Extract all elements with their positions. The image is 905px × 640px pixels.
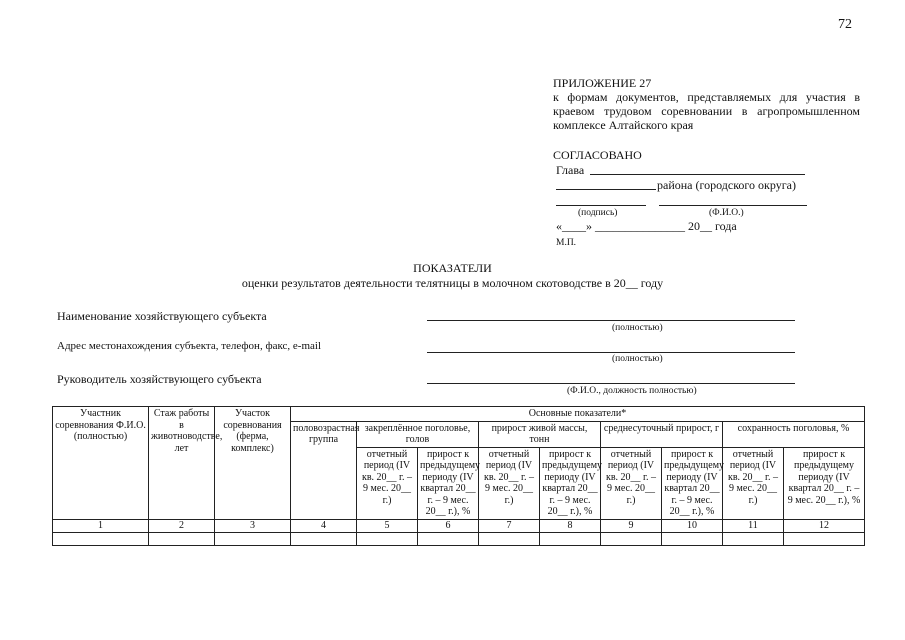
column-number: 10 <box>662 519 723 532</box>
document-subtitle: оценки результатов деятельности телятницы в молочном скотоводстве в 20__ году <box>241 276 664 290</box>
header-daily-gain: среднесуточный прирост, г <box>601 421 723 447</box>
table-cell[interactable] <box>662 532 723 545</box>
column-number: 12 <box>784 519 865 532</box>
header-period: отчетный период (IV кв. 20__ г. – 9 мес. 20__ г.) <box>723 447 784 519</box>
table-cell[interactable] <box>418 532 479 545</box>
field-label-entity: Наименование хозяйствующего субъекта <box>57 309 267 323</box>
header-main-indicators: Основные показатели* <box>291 407 865 422</box>
header-row-1 <box>53 407 865 422</box>
district-label: района (городского округа) <box>657 178 796 192</box>
field-label-address: Адрес местонахождения субъекта, телефон, факс, e-mail <box>57 340 322 352</box>
header-period: отчетный период (IV кв. 20__ г. – 9 мес. 20__ г.) <box>357 447 418 519</box>
column-number: 7 <box>479 519 540 532</box>
head-label: Глава <box>556 163 585 177</box>
table-cell[interactable] <box>784 532 865 545</box>
header-group: половозрастная группа <box>291 421 357 519</box>
indicators-table <box>52 406 865 546</box>
appendix-block <box>553 76 860 132</box>
column-number: 8 <box>540 519 601 532</box>
header-period: отчетный период (IV кв. 20__ г. – 9 мес. 20__ г.) <box>479 447 540 519</box>
head-name-line[interactable] <box>590 174 805 175</box>
column-numbers-row <box>53 519 865 532</box>
header-experience: Стаж работы в животноводстве, лет <box>149 407 215 520</box>
fio-line[interactable] <box>659 205 807 206</box>
header-growth: прирост к предыдущему периоду (IV квартал 20__ г. – 9 мес. 20__ г.), % <box>662 447 723 519</box>
table-cell[interactable] <box>149 532 215 545</box>
table-cell[interactable] <box>53 532 149 545</box>
column-number: 11 <box>723 519 784 532</box>
fio-hint: (Ф.И.О.) <box>709 208 744 218</box>
column-number: 4 <box>291 519 357 532</box>
header-growth: прирост к предыдущему периоду (IV квартал 20__ г. – 9 мес. 20__ г.), % <box>418 447 479 519</box>
header-growth: прирост к предыдущему периоду (IV квартал 20__ г. – 9 мес. 20__ г.), % <box>784 447 865 519</box>
table-cell[interactable] <box>357 532 418 545</box>
page-number: 72 <box>838 17 852 32</box>
column-number: 1 <box>53 519 149 532</box>
header-livestock: закреплённое поголовье, голов <box>357 421 479 447</box>
header-site: Участок соревнования (ферма, комплекс) <box>215 407 291 520</box>
approval-date: «____» _______________ 20__ года <box>556 219 737 233</box>
signature-line[interactable] <box>556 205 646 206</box>
district-name-line[interactable] <box>556 189 656 190</box>
table-cell[interactable] <box>291 532 357 545</box>
field-hint-director: (Ф.И.О., должность полностью) <box>567 386 697 396</box>
stamp-label: М.П. <box>556 238 577 248</box>
document-title: ПОКАЗАТЕЛИ <box>413 261 492 275</box>
field-line-entity[interactable] <box>427 320 795 321</box>
appendix-title: ПРИЛОЖЕНИЕ 27 <box>553 76 652 90</box>
header-growth: прирост к предыдущему периоду (IV квартал 20__ г. – 9 мес. 20__ г.), % <box>540 447 601 519</box>
table-cell[interactable] <box>215 532 291 545</box>
field-line-director[interactable] <box>427 383 795 384</box>
appendix-text: к формам документов, представляемых для участия в краевом трудовом соревновании в агропромышленном комплексе Алтайского края <box>553 90 860 132</box>
field-hint-entity: (полностью) <box>612 323 663 333</box>
field-hint-address: (полностью) <box>612 354 663 364</box>
table-row <box>53 532 865 545</box>
table-cell[interactable] <box>601 532 662 545</box>
field-line-address[interactable] <box>427 352 795 353</box>
header-weight-gain: прирост живой массы, тонн <box>479 421 601 447</box>
signature-hint: (подпись) <box>578 208 618 218</box>
header-participant: Участник соревнования Ф.И.О. (полностью) <box>53 407 149 520</box>
table-cell[interactable] <box>723 532 784 545</box>
approval-heading: СОГЛАСОВАНО <box>553 148 642 162</box>
column-number: 9 <box>601 519 662 532</box>
column-number: 6 <box>418 519 479 532</box>
column-number: 5 <box>357 519 418 532</box>
table-cell[interactable] <box>479 532 540 545</box>
field-label-director: Руководитель хозяйствующего субъекта <box>57 372 262 386</box>
header-period: отчетный период (IV кв. 20__ г. – 9 мес. 20__ г.) <box>601 447 662 519</box>
header-survival: сохранность поголовья, % <box>723 421 865 447</box>
column-number: 3 <box>215 519 291 532</box>
column-number: 2 <box>149 519 215 532</box>
table-cell[interactable] <box>540 532 601 545</box>
